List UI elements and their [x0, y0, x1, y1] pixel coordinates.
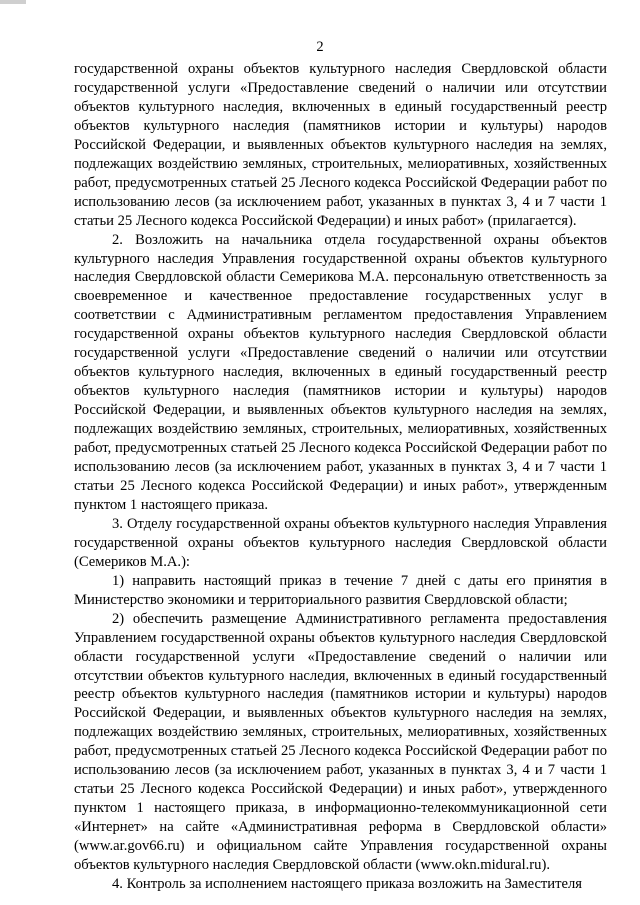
paragraph-item-3-2: 2) обеспечить размещение Административного регламента предоставления Управлением государственной охраны объектов культурного наследия Свердловской области государственной услуги «Предоставление сведений о наличии или отсутствии объектов культурного наследия, включенных в единый государственный реестр объектов культурного наследия (памятников истории и культуры) народов Российской Федерации, и выявленных объектов культурного наследия на землях, подлежащих воздействию земляных, строительных, мелиоративных, хозяйственных работ, предусмотренных статьей 25 Лесного кодекса Российской Федерации работ по использованию лесов (за исключением работ, указанных в пунктах 3, 4 и 7 части 1 статьи 25 Лесного кодекса Российской Федерации) и иных работ», утвержденного пунктом 1 настоящего приказа, в информационно-телекоммуникационной сети «Интернет» на сайте «Административная реформа в Свердловской области» (www.ar.gov66.ru) и официальном сайте Управления государственной охраны объектов культурного наследия Свердловской области (www.okn.midural.ru). — [74, 610, 607, 874]
paragraph-item-3: 3. Отделу государственной охраны объектов культурного наследия Управления государственной охраны объектов культурного наследия Свердловской области (Семериков М.А.): — [74, 515, 607, 570]
paragraph-continuation: государственной охраны объектов культурного наследия Свердловской области государственной услуги «Предоставление сведений о наличии или отсутствии объектов культурного наследия, включенных в единый государственный реестр объектов культурного наследия (памятников истории и культуры) народов Российской Федерации, и выявленных объектов культурного наследия на землях, подлежащих воздействию земляных, строительных, мелиоративных, хозяйственных работ, предусмотренных статьей 25 Лесного кодекса Российской Федерации работ по использованию лесов (за исключением работ, указанных в пунктах 3, 4 и 7 части 1 статьи 25 Лесного кодекса Российской Федерации) и иных работ» (прилагается). — [74, 61, 607, 229]
paragraph-item-2: 2. Возложить на начальника отдела государственной охраны объектов культурного наследия Управления государственной охраны объектов культурного наследия Свердловской области Семерикова М.А. персональную ответственность за своевременное и качественное предоставление государственных услуг в соответствии с Административным регламентом предоставления Управлением государственной охраны объектов культурного наследия Свердловской области государственной услуги «Предоставление сведений о наличии или отсутствии объектов культурного наследия, включенных в единый государственный реестр объектов культурного наследия (памятников истории и культуры) народов Российской Федерации, и выявленных объектов культурного наследия на землях, подлежащих воздействию земляных, строительных, мелиоративных, хозяйственных работ, предусмотренных статьей 25 Лесного кодекса Российской Федерации работ по использованию лесов (за исключением работ, указанных в пунктах 3, 4 и 7 части 1 статьи 25 Лесного кодекса Российской Федерации) и иных работ», утвержденным пунктом 1 настоящего приказа. — [74, 231, 607, 513]
paragraph-item-4: 4. Контроль за исполнением настоящего приказа возложить на Заместителя — [112, 875, 582, 892]
paragraph-item-3-1: 1) направить настоящий приказ в течение 7 дней с даты его принятия в Министерство экономики и территориального развития Свердловской области; — [74, 572, 607, 608]
page-number: 2 — [316, 39, 324, 55]
document-body — [74, 60, 607, 894]
scan-corner-mark — [0, 0, 26, 4]
